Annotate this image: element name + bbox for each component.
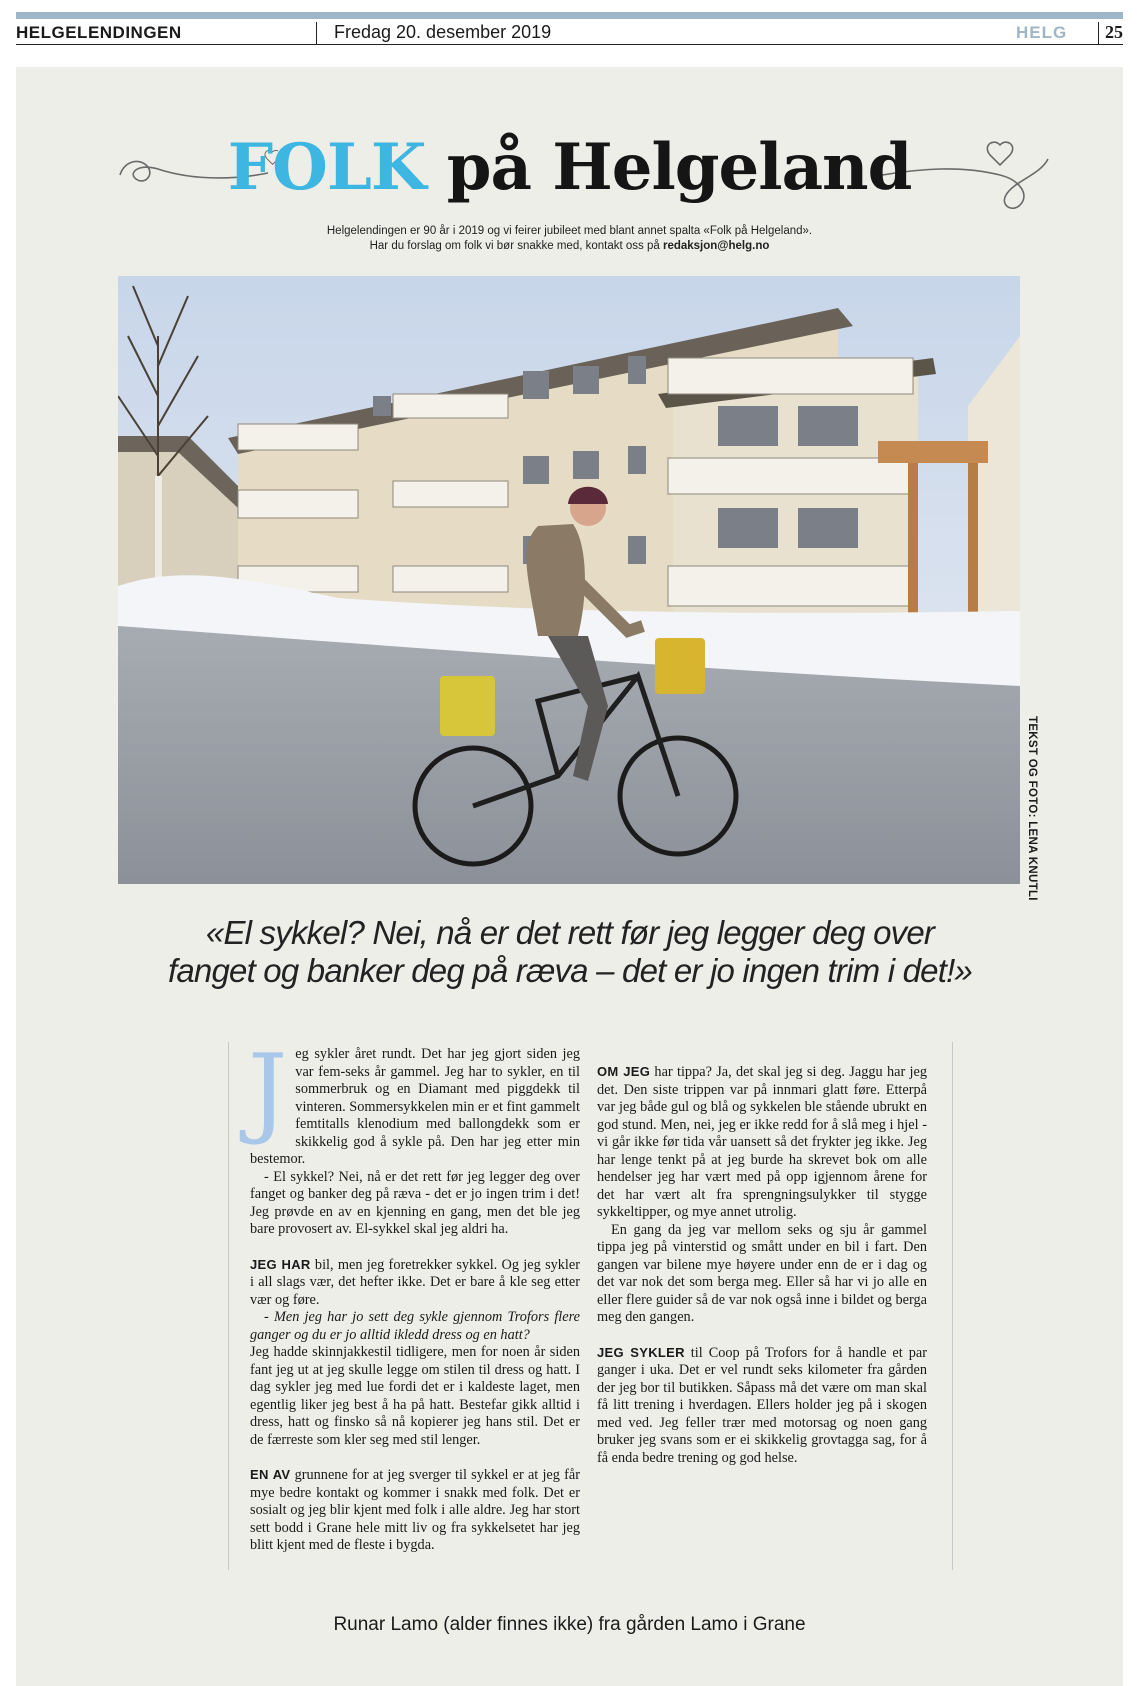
contact-email: redaksjon@helg.no [662, 240, 770, 252]
intro-text [0, 224, 1139, 254]
paragraph-body: bil, men jeg foretrekker sykkel. Og jeg sykler i all slags vær, det hefter ikke. Det er bare å kle seg etter vær og føre. [250, 1256, 581, 1308]
article-paragraph: - El sykkel? Nei, nå er det rett før jeg legger deg over fanget og banker deg på ræva - det er jo ingen trim i det! Jeg prøvde en av en kjenning en gang, men det ble jeg bare provosert av. El-sykkel skal jeg aldri ha. [250, 1168, 580, 1237]
intro-line-1: Helgelendingen er 90 år i 2019 og vi feirer jubileet med blant annet spalta «Folk på Helgeland». [326, 225, 813, 237]
photo-caption: Runar Lamo (alder finnes ikke) fra gården Lamo i Grane [333, 1614, 806, 1635]
drop-cap: J [248, 1034, 288, 1148]
cyclist-photo-illustration [118, 276, 1020, 884]
article-paragraph [250, 1466, 580, 1555]
masthead-accent-bar [16, 12, 1123, 19]
newspaper-name: HELGELENDINGEN [16, 23, 182, 42]
photo-credit [1026, 716, 1042, 901]
paragraph-lead-in: JEG SYKLER [597, 1344, 685, 1360]
paragraph-body: har tippa? Ja, det skal jeg si deg. Jaggu har jeg det. Den siste trippen var på innmari glatt føre. Etterpå var jeg både gul og blå og sykkelen ble stående ubrukt en god stund. Men, nei, jeg er ikke redd for å slå meg i hjel - vi går ikke før tida vår uansett så det frykter jeg ikke. Jeg har lenge tenkt på at jeg burde ha skrevet bok om alle hendelser jeg har vært med på opp igjennom årene for det har vært alt fra sprengningsulykker til stygge sykkeltipper, og mye annet utrolig. [597, 1064, 927, 1220]
column-rule-left [228, 1042, 229, 1570]
paragraph-body: til Coop på Trofors for å handle et par ganger i uka. Det er vel rundt seks kilometer fra gården der jeg bor til butikken. Såpass må det være om man skal få litt trening i hverdagen. Ellers holder jeg på i skogen med ved. Jeg feller trær med motorsag og noen gang bruker jeg svans som er ei skikkelig grovtagga sag, for å få enda bedre trening og god helse. [597, 1344, 927, 1466]
article-paragraph: Jeg hadde skinnjakkestil tidligere, men for noen år siden fant jeg ut at jeg skulle legge om stilen til dress og hatt. I dag sykler jeg med lue fordi det er i kaldeste laget, men egentlig liker jeg best å ha på hatt. Bestefar gikk alltid i dress, hatt og finsko så nå kopierer jeg hans stil. Det er de færreste som kler seg med stil lenger. [250, 1344, 580, 1448]
pull-quote [120, 914, 1020, 990]
paragraph-lead-in: JEG HAR [250, 1256, 311, 1272]
column-rule-right [952, 1042, 953, 1570]
issue-date: Fredag 20. desember 2019 [334, 22, 552, 42]
intro-line-2 [0, 239, 1139, 254]
masthead [16, 20, 1123, 45]
paragraph-body: grunnene for at jeg sverger til sykkel er at jeg får mye bedre kontakt og kommer i snakk med folk. Det er sosialt og jeg blir kjent med folk i alle aldre. Jeg har stort sett bodd i Grane hele mitt liv og fra sykkelsetet har jeg blitt kjent med de fleste i bygda. [250, 1467, 580, 1553]
headline-accent-word: FOLK [227, 130, 426, 205]
interview-question [250, 1309, 580, 1344]
article-column-2 [597, 1046, 927, 1467]
article-paragraph [597, 1063, 927, 1222]
question-text: - Men jeg har jo sett deg sykle gjennom Trofors flere ganger og du er jo alltid ikledd dress og en hatt? [250, 1309, 580, 1343]
pull-quote-line-2: fanget og banker deg på ræva – det er jo ingen trim i det!» [167, 952, 972, 989]
article-paragraph: En gang da jeg var mellom seks og sju år gammel tippa jeg på vinterstid og smått under en bil i fart. Den gangen var bilene mye høyere under enn de er i dag og det var nok det som berga meg. Eller så har vi jo alle en eller flere guider så de var nok også inne i bildet og berga meg den gangen. [597, 1221, 927, 1325]
feature-headline [0, 128, 1139, 208]
page-number: 25 [1105, 22, 1123, 42]
paragraph-lead-in: EN AV [250, 1467, 291, 1482]
article-column-1 [248, 1034, 581, 1555]
intro-line-2-text: Har du forslag om folk vi bør snakke med, kontakt oss på [369, 240, 663, 252]
masthead-divider [1098, 22, 1099, 44]
masthead-divider [316, 22, 317, 44]
article-paragraph: eg sykler året rundt. Det har jeg gjort siden jeg var fem-seks år gammel. Jeg har to sykler, en til sommerbruk og en Diamant med piggdekk til vinteren. Sommersykkelen min er et fint gammelt femtitalls klenodium med ballongdekk som er skikkelig god å sykle på. Den har jeg etter min bestemor. [250, 1046, 580, 1167]
article-paragraph [597, 1344, 927, 1468]
pull-quote-line-1: «El sykkel? Nei, nå er det rett før jeg legger deg over [205, 914, 935, 951]
article-paragraph [250, 1256, 580, 1310]
feature-photo [118, 276, 1020, 884]
photo-credit-text: TEKST OG FOTO: LENA KNUTLI [1026, 716, 1038, 901]
paragraph-lead-in: OM JEG [597, 1064, 651, 1079]
headline-main-words: på Helgeland [446, 130, 912, 205]
section-label: HELG [1016, 23, 1068, 42]
